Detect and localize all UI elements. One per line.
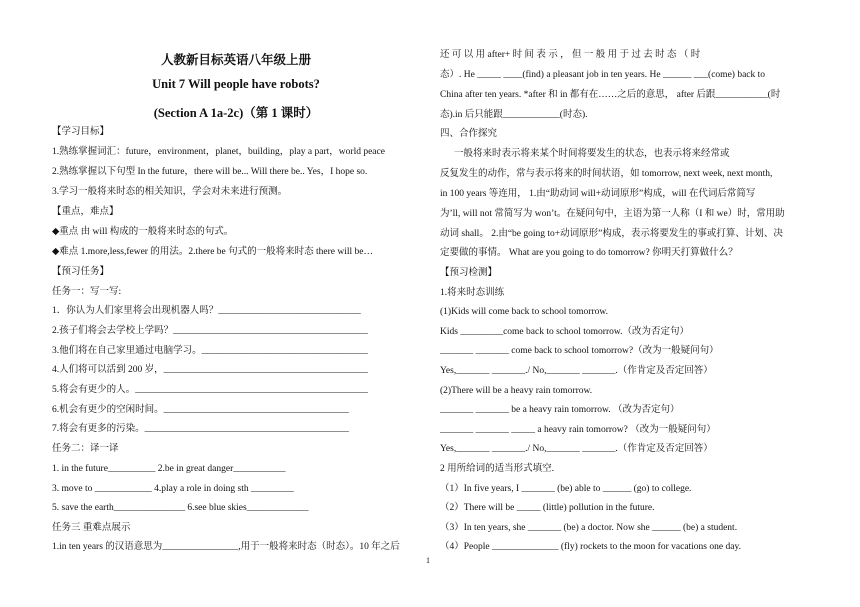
difficult-point: ◆难点 1.more,less,fewer 的用法。2.there be 句式的一般将来时态 there will be… (52, 247, 374, 257)
inquiry-paragraph: 动词 shall。 2.由“be going to+动词原形”构成，表示将要发生的事或打算、计划、决 (440, 229, 783, 239)
continued-line: China after ten years. *after 和 in 都有在……之后的意思， after 后跟___________(时 (440, 90, 781, 100)
inquiry-paragraph: in 100 years 等连用， 1.由“助动词 will+动词原形”构成，will 在代词后常简写 (440, 189, 756, 199)
exercise-line: （4）People ______________ (fly) rockets to the moon for vacations one day. (440, 542, 741, 552)
task-1-heading: 任务一：写一写: (52, 287, 122, 297)
continued-line: 态).in 后只能跟____________(时态). (440, 110, 588, 120)
heading-cooperative-inquiry: 四、合作探究 (440, 129, 498, 139)
exercise-line: （1）In five years, I _______ (be) able to ______ (go) to college. (440, 484, 692, 494)
task-2-row: 1. in the future__________ 2.be in great danger___________ (52, 464, 286, 474)
heading-preview-tasks: 【预习任务】 (52, 267, 110, 277)
task-3-heading: 任务三 重难点展示 (52, 523, 131, 533)
continued-line: 态）. He _____ ____(find) a pleasant job in ten years. He ______ ___(come) back to (440, 70, 766, 80)
exercise-heading: 1.将来时态训练 (440, 288, 505, 298)
inquiry-paragraph: 为’ll, will not 常简写为 won’t。在疑问句中，主语为第一人称（I 和 we）时，常用助 (440, 209, 785, 219)
task-1-item: 7.将会有更多的污染。___________________________________________ (52, 424, 349, 434)
task-1-item: 4.人们将可以活到 200 岁，___________________________________________ (52, 365, 368, 375)
heading-preview-check: 【预习检测】 (440, 268, 498, 278)
exercise-line: (2)There will be a heavy rain tomorrow. (440, 386, 593, 396)
objective-3: 3.学习一般将来时态的相关知识，学会对未来进行预测。 (52, 187, 288, 197)
task-3-item: 1.in ten years 的汉语意思为________________,用于一般将来时态（时态）。10 年之后 (52, 542, 400, 552)
section-title: (Section A 1a-2c)（第 1 课时） (153, 106, 319, 120)
task-2-row: 3. move to ____________ 4.play a role in doing sth _________ (52, 484, 294, 494)
exercise-line: （3）In ten years, she _______ (be) a doctor. Now she ______ (be) a student. (440, 523, 738, 533)
inquiry-paragraph: 一般将来时表示将来某个时间将要发生的状态，也表示将来经常或 (454, 149, 730, 159)
task-2-row: 5. save the earth_______________ 6.see blue skies_____________ (52, 503, 309, 513)
page-number: 1 (426, 556, 430, 565)
inquiry-paragraph: 反复发生的动作，常与表示将来的时间状语，如 tomorrow, next week, next month, (440, 169, 773, 179)
heading-objectives: 【学习目标】 (52, 127, 110, 137)
task-1-item: 5.将会有更少的人。_________________________________________________ (52, 385, 368, 395)
objective-1: 1.熟练掌握词汇：future，environment，planet，building，play a part，world peace (52, 147, 385, 157)
unit-title: Unit 7 Will people have robots? (152, 77, 320, 91)
exercise-heading: 2 用所给词的适当形式填空. (440, 464, 555, 474)
key-point: ◆重点 由 will 构成的一般将来时态的句式。 (52, 227, 234, 237)
objective-2: 2.熟练掌握以下句型 In the future，there will be... Will there be.. Yes，I hope so. (52, 167, 368, 177)
task-1-item: 1．你认为人们家里将会出现机器人吗？______________________________ (52, 306, 361, 316)
exercise-line: Yes,_______ _______./ No,_______ _______.（作肯定及否定回答） (440, 366, 713, 376)
exercise-line: Kids _________come back to school tomorrow.（改为否定句） (440, 327, 689, 337)
exercise-line: _______ _______ come back to school tomorrow?（改为一般疑问句） (440, 346, 719, 356)
exercise-line: （2）There will be _____ (little) pollution in the future. (440, 503, 655, 513)
exercise-line: _______ _______ _____ a heavy rain tomorrow? （改为一般疑问句） (440, 425, 716, 435)
exercise-line: Yes,_______ _______./ No,_______ _______.（作肯定及否定回答） (440, 444, 713, 454)
book-title: 人教新目标英语八年级上册 (160, 53, 311, 67)
task-1-item: 6.机会有更少的空闲时间。_______________________________________ (52, 405, 349, 415)
task-1-item: 3.他们将在自己家里通过电脑学习。___________________________________ (52, 346, 368, 356)
continued-line: 还 可 以 用 after+ 时 间 表 示 ， 但 一 般 用 于 过 去 时 态 （ 时 (440, 50, 701, 60)
exercise-line: (1)Kids will come back to school tomorrow. (440, 307, 608, 317)
exercise-line: _______ _______ be a heavy rain tomorrow. （改为否定句） (440, 405, 680, 415)
task-2-heading: 任务二：译一译 (52, 444, 119, 454)
task-1-item: 2.孩子们将会去学校上学吗？_________________________________________ (52, 326, 368, 336)
heading-key-points: 【重点，难点】 (52, 207, 119, 217)
inquiry-paragraph: 定要做的事情。 What are you going to do tomorrow? 你明天打算做什么？ (440, 248, 738, 258)
